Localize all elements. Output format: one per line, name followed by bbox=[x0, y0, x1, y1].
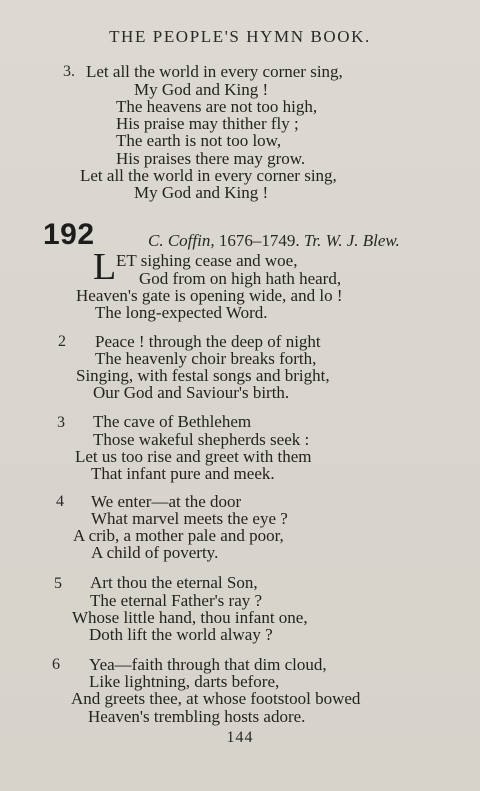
hymn-line: The eternal Father's ray ? bbox=[90, 591, 263, 610]
hymn-attribution bbox=[148, 231, 400, 251]
prev-verse-number: 3. bbox=[63, 63, 75, 80]
verse-number: 2 bbox=[58, 333, 66, 350]
hymn-line: Our God and Saviour's birth. bbox=[93, 383, 290, 402]
attribution-author: C. Coffin, bbox=[148, 231, 219, 250]
hymn-line: That infant pure and meek. bbox=[91, 464, 275, 483]
hymn-line: His praises there may grow. bbox=[116, 149, 306, 168]
attribution-translator: Tr. W. J. Blew. bbox=[299, 231, 400, 250]
verse-number: 5 bbox=[54, 575, 62, 592]
hymn-line: A crib, a mother pale and poor, bbox=[73, 526, 284, 545]
hymn-line: The cave of Bethlehem bbox=[93, 412, 252, 431]
hymn-line: The long-expected Word. bbox=[95, 303, 268, 322]
hymn-line: Singing, with festal songs and bright, bbox=[76, 366, 330, 385]
hymn-line: What marvel meets the eye ? bbox=[91, 509, 288, 528]
hymn-line: And greets thee, at whose footstool bowed bbox=[71, 689, 361, 708]
hymn-line: His praise may thither fly ; bbox=[116, 114, 299, 133]
hymn-line: Let all the world in every corner sing, bbox=[80, 166, 337, 185]
hymn-line: ET sighing cease and woe, bbox=[116, 251, 298, 270]
verse-number: 6 bbox=[52, 656, 60, 673]
running-head: THE PEOPLE'S HYMN BOOK. bbox=[109, 27, 371, 46]
hymn-line: Those wakeful shepherds seek : bbox=[93, 430, 310, 449]
hymn-line: The heavens are not too high, bbox=[116, 97, 318, 116]
hymn-line: Let all the world in every corner sing, bbox=[86, 62, 343, 81]
hymn-line: We enter—at the door bbox=[91, 492, 242, 511]
attribution-dates: 1676–1749. bbox=[218, 231, 300, 250]
hymn-line: My God and King ! bbox=[134, 80, 269, 99]
drop-cap: L bbox=[93, 246, 117, 288]
hymn-line: Whose little hand, thou infant one, bbox=[72, 608, 308, 627]
hymn-line: Like lightning, darts before, bbox=[89, 672, 280, 691]
hymn-line: A child of poverty. bbox=[91, 543, 219, 562]
hymn-line: Doth lift the world alway ? bbox=[89, 625, 273, 644]
hymn-line: The earth is not too low, bbox=[116, 131, 282, 150]
page-number: 144 bbox=[226, 729, 254, 746]
hymn-line: Let us too rise and greet with them bbox=[75, 447, 312, 466]
hymn-line: Peace ! through the deep of night bbox=[95, 332, 321, 351]
hymn-line: My God and King ! bbox=[134, 183, 269, 202]
verse-number: 3 bbox=[57, 414, 65, 431]
hymn-line: Yea—faith through that dim cloud, bbox=[89, 655, 327, 674]
hymn-number: 192 bbox=[43, 218, 95, 251]
hymn-line: Heaven's gate is opening wide, and lo ! bbox=[76, 286, 343, 305]
hymn-line: The heavenly choir breaks forth, bbox=[95, 349, 317, 368]
verse-number: 4 bbox=[56, 493, 64, 510]
hymn-line: Art thou the eternal Son, bbox=[90, 573, 258, 592]
hymn-line: God from on high hath heard, bbox=[139, 269, 342, 288]
hymn-line: Heaven's trembling hosts adore. bbox=[88, 707, 306, 726]
